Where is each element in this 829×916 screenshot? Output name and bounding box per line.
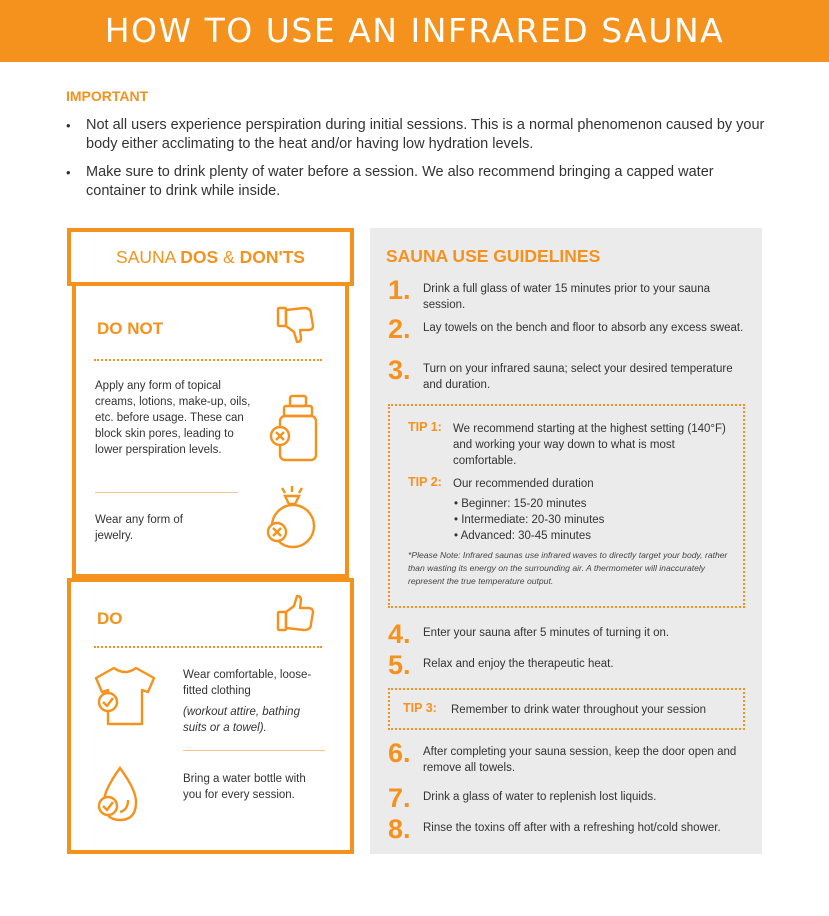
step-number: 5. (388, 650, 411, 680)
step-text: Relax and enjoy the therapeutic heat. (423, 658, 614, 670)
step-number: 1. (388, 275, 411, 305)
important-label: IMPORTANT (66, 88, 149, 104)
tip-1-label: TIP 1: (408, 420, 442, 434)
do-not-heading: DO NOT (97, 319, 164, 338)
guidelines-title: SAUNA USE GUIDELINES (386, 246, 601, 266)
do-heading: DO (97, 609, 123, 628)
important-bullet-2: • Make sure to drink plenty of water before a session. We also recommend bringing a capped water container to drink while inside. (66, 163, 776, 201)
water-drop-icon (94, 764, 144, 824)
tip-1-text: We recommend starting at the highest setting (140°F) and working your way down to what is most comfortable. (453, 423, 726, 467)
step-number: 4. (388, 619, 411, 649)
duration-advanced: • Advanced: 30-45 minutes (454, 530, 592, 542)
step-text: Drink a full glass of water 15 minutes prior to your sauna session. (423, 283, 710, 311)
step-number: 6. (388, 738, 411, 768)
thumbs-up-icon (274, 592, 318, 636)
tip-2-label: TIP 2: (408, 475, 442, 489)
step-text: After completing your sauna session, keep the door open and remove all towels. (423, 746, 737, 774)
tshirt-icon (92, 664, 158, 728)
step-text: Turn on your infrared sauna; select your desired temperature and duration. (423, 363, 733, 391)
step-number: 7. (388, 783, 411, 813)
step-text: Rinse the toxins off after with a refreshing hot/cold shower. (423, 822, 721, 834)
do-divider (94, 646, 322, 648)
do-not-item-divider (95, 492, 238, 493)
tip-3-label: TIP 3: (403, 701, 437, 715)
duration-intermediate: • Intermediate: 20-30 minutes (454, 514, 605, 526)
step-text: Lay towels on the bench and floor to absorb any excess sweat. (423, 322, 744, 334)
header-banner (0, 0, 829, 62)
step-number: 8. (388, 814, 411, 844)
donot-item-jewelry: Wear any form of jewelry. (95, 514, 183, 542)
tip-2-text: Our recommended duration (453, 478, 594, 490)
important-bullets (66, 116, 776, 210)
donot-item-cosmetics: Apply any form of topical creams, lotions, make-up, oils, etc. before usage. These can block skin pores, leading to lower perspiration levels. (95, 380, 251, 456)
tip-3-text: Remember to drink water throughout your session (451, 704, 707, 716)
step-number: 2. (388, 314, 411, 344)
do-item-water-bottle: Bring a water bottle with you for every session. (183, 773, 306, 801)
ring-icon (262, 482, 324, 556)
do-not-divider (94, 359, 322, 361)
infrared-note: *Please Note: Infrared saunas use infrared waves to directly target your body, rather than wasting its energy on the surrounding air. A thermometer will inaccurately represent the true temperature output. (408, 550, 728, 586)
dos-donts-title: SAUNA DOS & DON'TS (116, 247, 305, 267)
do-item-clothing (183, 667, 323, 736)
duration-beginner: • Beginner: 15-20 minutes (454, 498, 587, 510)
step-number: 3. (388, 355, 411, 385)
important-bullet-1: • Not all users experience perspiration during initial sessions. This is a normal phenomenon caused by your body either acclimating to the heat and/or having low hydration levels. (66, 116, 776, 154)
step-text: Drink a glass of water to replenish lost liquids. (423, 791, 657, 803)
do-item-clothing-note: (workout attire, bathing suits or a towel). (183, 706, 300, 734)
step-text: Enter your sauna after 5 minutes of turning it on. (423, 627, 670, 639)
thumbs-down-icon (274, 302, 318, 346)
dos-donts-title-box (67, 228, 354, 286)
do-item-clothing-text: Wear comfortable, loose-fitted clothing (183, 669, 312, 697)
do-item-divider (183, 750, 325, 751)
lotion-bottle-icon (266, 392, 322, 464)
page-title: HOW TO USE AN INFRARED SAUNA (104, 11, 725, 50)
